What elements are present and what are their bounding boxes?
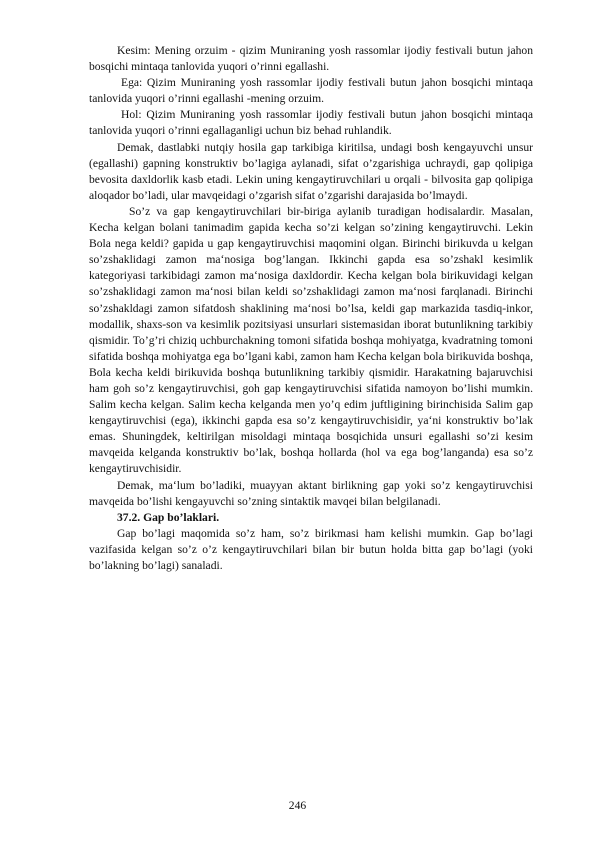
paragraph-hol-example: Hol: Qizim Muniraning yosh rassomlar ijodiy festivali butun jahon bosqichi mintaqa tanlovida yuqori o’rinni egallaganligi uchun biz behad ruhlandik. (89, 108, 533, 138)
paragraph-gap-bolagi: Gap bo’lagi maqomida so’z ham, so’z birikmasi ham kelishi mumkin. Gap bo’lagi vazifasida kelgan so’z o’z kengaytiruvchilari bilan bir butun holda bitta gap bo’lagi (yoki bo’lakning bo’lagi) sanaladi. (89, 526, 533, 572)
page-number: 246 (288, 799, 307, 812)
paragraph-conclusion: Demak, dastlabki nutqiy hosila gap tarkibiga kiritilsa, undagi bosh kengayuvchi unsur (egallashi) gapning konstruktiv bo’lagiga aylanadi, sifat o’zgarishiga uchraydi, gap qolipiga bevosita daxldorlik kasb etadi. Lekin uning kengaytiruvchilari u orqali - bilvosita gap qolipiga aloqador bo’ladi, ular mavqeidagi o’zgarish sifat o’zgarishi darajasida bo’lmaydi. (89, 140, 533, 202)
paragraph-kesim-example: Kesim: Mening orzuim - qizim Muniraning yosh rassomlar ijodiy festivali butun jahon bosqichi mintaqa tanlovida yuqori o’rinni egallashi. (89, 44, 533, 74)
paragraph-demak: Demak, ma‘lum bo’ladiki, muayyan aktant birlikning gap yoki so’z kengaytiruvchisi mavqeida bo’lishi kengayuvchi so’zning sintaktik mavqei bilan belgilanadi. (89, 478, 533, 508)
paragraph-ega-example: Ega: Qizim Muniraning yosh rassomlar ijodiy festivali butun jahon bosqichi mintaqa tanlovida yuqori o’rinni egallashi -mening orzuim. (89, 76, 533, 106)
page-body (89, 43, 533, 574)
paragraph-kengaytiruvchilar: So’z va gap kengaytiruvchilari bir-biriga aylanib turadigan hodisalardir. Masalan, Kecha kelgan bolani tanimadim gapida kecha so’zi kelgan so’zining kengaytiruvchi. Lekin Bola nega keldi? gapida u gap kengaytiruvchisi maqomini olgan. Birinchi birikuvda u kelgan so’zshaklidagi zamon ma‘nosiga bog’langan. Ikkinchi gapda esa so’zshakl kesimlik kategoriyasi tarkibidagi zamon ma‘nosiga daxldordir. Kecha kelgan bola birikuvidagi kelgan so’zshaklidagi zamon ma‘nosi bilan keldi so’zshaklidagi zamon ma‘nosi farqlanadi. Birinchi so’zshakldagi zamon sifatdosh shaklining ma‘nosi bo’lsa, keldi gap markazida tasdiq-inkor, modallik, shaxs-son va kesimlik pozitsiyasi unsurlari sistemasidan iborat butunlikning tarkibiy qismidir. To’g’ri chiziq uchburchakning tomoni sifatida boshqa mohiyatga, kvadratning tomoni sifatida boshqa mohiyatga ega bo’lgani kabi, zamon ham Kecha kelgan bola birikuvida boshqa, Bola kecha keldi birikuvida boshqa butunlikning tarkibiy qismidir. Harakatning bajaruvchisi ham goh so’z kengaytiruvchisi, goh gap kengaytiruvchisi sifatida namoyon bo’lishi mumkin. Salim kecha kelgan. Salim kecha kelganda men yo’q edim juftligining birinchisida Salim gap kengaytiruvchisi (ega), ikkinchi gapda esa so’z kengaytiruvchisidir, ya‘ni konstruktiv bo’lak emas. Shuningdek, keltirilgan misoldagi mintaqa bosqichida unsuri egallashi so’zi kesim mavqeida kelganda konstruktiv bo’lak, boshqa hollarda (hol va ega bog’langanda) esa so’z kengaytiruvchisidir. (89, 204, 533, 476)
section-heading: 37.2. Gap bo’laklari. (117, 510, 220, 524)
